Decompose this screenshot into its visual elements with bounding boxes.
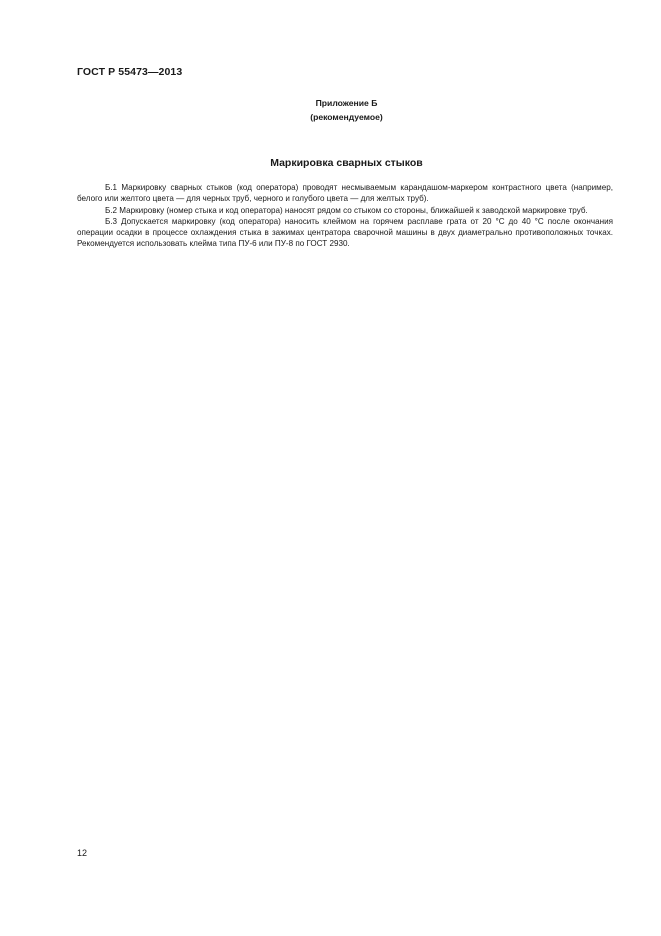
appendix-heading xyxy=(0,96,661,124)
appendix-status: (рекомендуемое) xyxy=(310,112,383,122)
paragraph-b3: Б.3 Допускается маркировку (код оператора) наносить клеймом на горячем расплаве грата от 20 °С до 40 °С после окончания операции осадки в процессе охлаждения стыка в зажимах центратора сварочной машины в двух диаметрально противоположных точках. Рекомендуется использовать клейма типа ПУ-6 или ПУ-8 по ГОСТ 2930. xyxy=(77,216,613,249)
document-header: ГОСТ Р 55473—2013 xyxy=(77,66,183,78)
page-number: 12 xyxy=(77,848,88,858)
appendix-title: Приложение Б xyxy=(315,98,378,108)
paragraph-b1: Б.1 Маркировку сварных стыков (код оператора) проводят несмываемым карандашом-маркером контрастного цвета (например, белого или желтого цвета — для черных труб, черного и голубого цвета — для желтых труб). xyxy=(77,183,613,204)
body-text xyxy=(77,182,613,250)
paragraph-b2: Б.2 Маркировку (номер стыка и код оператора) наносят рядом со стыком со стороны, ближайшей к заводской маркировке труб. xyxy=(105,205,588,215)
section-title: Маркировка сварных стыков xyxy=(270,157,423,169)
